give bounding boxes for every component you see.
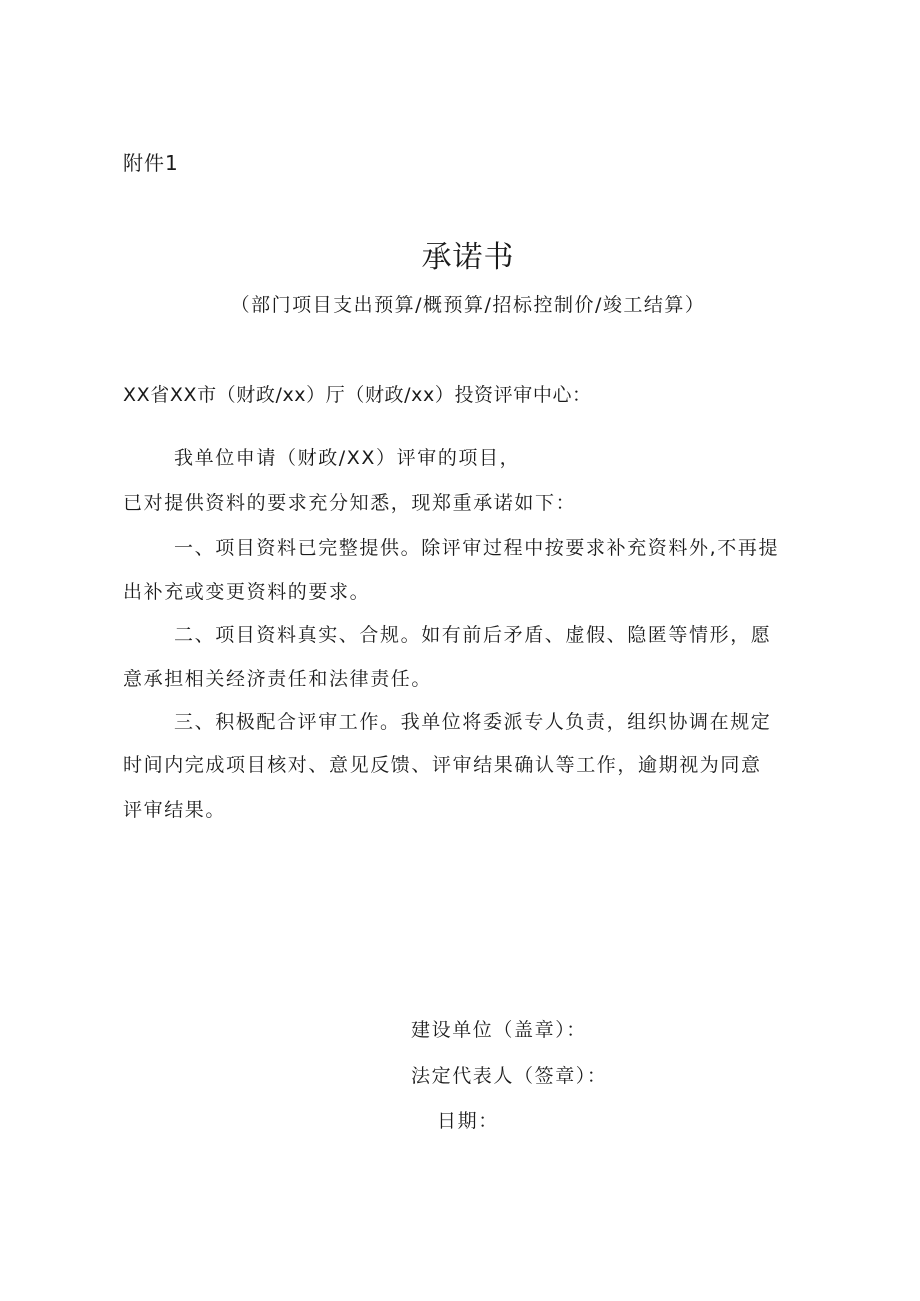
signature-date: 日期： (437, 1110, 499, 1132)
document-subtitle: （部门项目支出预算/概预算/招标控制价/竣工结算） (230, 294, 706, 316)
intro-line-1: 我单位申请（财政/XX）评审的项目， (174, 447, 521, 469)
attachment-label: 附件1 (123, 151, 179, 175)
intro-line-2: 已对提供资料的要求充分知悉，现郑重承诺如下： (123, 492, 577, 514)
item-1-line-2: 出补充或变更资料的要求。 (123, 581, 371, 603)
salutation: XX省XX市（财政/xx）厅（财政/xx）投资评审中心： (123, 384, 592, 406)
signature-representative: 法定代表人（签章）： (411, 1065, 608, 1087)
item-3-line-2: 时间内完成项目核对、意见反馈、评审结果确认等工作，逾期视为同意 (123, 754, 762, 776)
item-3-line-1: 三、积极配合评审工作。我单位将委派专人负责，组织协调在规定 (174, 711, 772, 733)
item-2-line-2: 意承担相关经济责任和法律责任。 (123, 668, 433, 690)
document-title: 承诺书 (421, 240, 515, 275)
item-2-line-1: 二、项目资料真实、合规。如有前后矛盾、虚假、隐匿等情形，愿 (174, 624, 772, 646)
item-3-line-3: 评审结果。 (123, 799, 227, 821)
item-1-line-1: 一、项目资料已完整提供。除评审过程中按要求补充资料外,不再提 (174, 537, 780, 559)
signature-unit: 建设单位（盖章）： (411, 1019, 587, 1041)
